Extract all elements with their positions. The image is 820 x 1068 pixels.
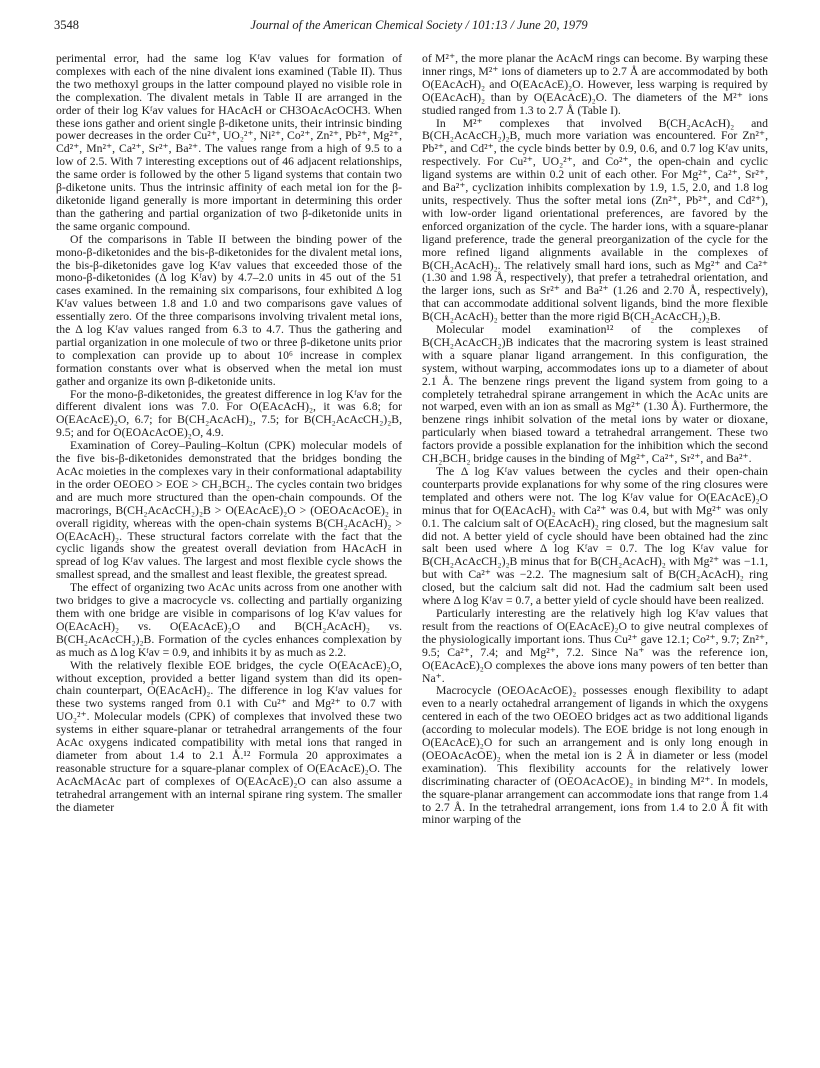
page-number: 3548 (54, 18, 79, 32)
paragraph: The Δ log Kᶠav values between the cycles and their open-chain counterparts provide explanations for why some of the ring closures were templated and others were not. The log Kᶠav value for O(EAcAcE)₂O minus that for O(EAcAcH)₂ with Ca²⁺ was 0.4, but with Mg²⁺ was only 0.1. The calcium salt of O(EAcAcH)₂ ring closed, but the magnesium salt did not. A better yield of cycle should have been obtained had the zinc salt been used where Δ log Kᶠav = 0.7. The log Kᶠav value for B(CH₂AcAcCH₂)₂B minus that for B(CH₂AcAcH)₂ with Mg²⁺ was −1.1, but with Ca²⁺ was −2.2. The magnesium salt of B(CH₂AcAcH)₂ ring closed, but the calcium salt did not. Had the cadmium salt been used where Δ log Kᶠav = 0.7, a better yield of cycle should have been realized. (422, 465, 768, 608)
paragraph: In M²⁺ complexes that involved B(CH₂AcAcH)₂ and B(CH₂AcAcCH₂)₂B, much more variation was encountered. For Zn²⁺, Pb²⁺, and Cd²⁺, the cycle binds better by 0.9, 0.6, and 0.7 log Kᶠav units, respectively. For Cu²⁺, UO₂²⁺, and Co²⁺, the open-chain and cyclic ligand systems are within 0.2 unit of each other. For Mg²⁺, Ca²⁺, Sr²⁺, and Ba²⁺, cyclization inhibits complexation by 1.9, 1.5, 2.0, and 1.8 log units, respectively. Thus the softer metal ions (Zn²⁺, Pb²⁺, and Cd²⁺), with low-order ligand orientational preferences, are favored by the enforced organization of the cycle. The harder ions, with a square-planar ligand preference, trade the general preorganization of the cycle for the more refined ligand alignments available in the complexes of B(CH₂AcAcH)₂. The relatively small hard ions, such as Mg²⁺ and Ca²⁺ (1.30 and 1.98 Å, respectively), that prefer a tetrahedral orientation, and the larger ions, such as Sr²⁺ and Ba²⁺ (1.26 and 2.70 Å, respectively), that can accommodate additional solvent ligands, bind the more flexible B(CH₂AcAcH)₂ better than the more rigid B(CH₂AcAcCH₂)₂B. (422, 116, 768, 324)
paragraph: Of the comparisons in Table II between the binding power of the mono-β-diketonides and the bis-β-diketonides for the divalent metal ions, the bis-β-diketonides gave log Kᶠav values that exceeded those of the mono-β-diketonides (Δ log Kᶠav) by 4.7–2.0 units in 45 out of the 51 cases examined. In the remaining six comparisons, four exhibited Δ log Kᶠav values between 1.8 and 1.0 and two comparisons gave values of essentially zero. Of the three comparisons involving trivalent metal ions, the Δ log Kᶠav values ranged from 6.3 to 4.7. Thus the gathering and partial organization in one molecule of two or three β-diketone units prior to complexation can provide up to about 10⁶ increase in complex formation constants over what is observed when the metal ion must gather and organize its own β-diketonide units. (56, 232, 402, 388)
paragraph: The effect of organizing two AcAc units across from one another with two bridges to give a macrocycle vs. collecting and partially organizing them with one bridge are visible in comparisons of log Kᶠav values for O(EAcAcH)₂ vs. O(EAcAcE)₂O and B(CH₂AcAcH)₂ vs. B(CH₂AcAcCH₂)₂B. Formation of the cycles enhances complexation by as much as Δ log Kᶠav = 0.9, and inhibits it by as much as 2.2. (56, 581, 402, 659)
left-column (56, 53, 402, 814)
paragraph: Particularly interesting are the relatively high log Kᶠav values that result from the reactions of O(EAcAcE)₂O to give neutral complexes of the physiologically important ions. Thus Cu²⁺ gave 12.1; Co²⁺, 9.7; Zn²⁺, 9.5; Ca²⁺, 7.4; and Mg²⁺, 7.2. Since Na⁺ was the reference ion, O(EAcAcE)₂O complexes the above ions many powers of ten better than Na⁺. (422, 606, 768, 685)
page-header (54, 18, 784, 36)
running-head: Journal of the American Chemical Society / 101:13 / June 20, 1979 (250, 18, 588, 32)
paragraph: Macrocycle (OEOAcAcOE)₂ possesses enough flexibility to adapt even to a nearly octahedral arrangement of ligands in which the oxygens centered in each of the two OEOEO bridges act as two additional ligands (according to molecular models). The EOE bridge is not long enough in O(EAcAcE)₂O for such an arrangement and is only long enough in (OEOAcAcOE)₂ when the metal ion is 2 Å in diameter or less (model examination). This flexibility accounts for the relatively lower discriminating character of (OEOAcAcOE)₂ in binding M²⁺. In models, the square-planar arrangement can accommodate ions that range from 1.4 to 2.7 Å. In the tetrahedral arrangement, ions from 1.4 to 2.0 Å fit with minor warping of the (422, 684, 768, 827)
paragraph: perimental error, had the same log Kᶠav values for formation of complexes with each of the nine divalent ions examined (Table II). Thus the two methoxyl groups in the latter compound played no visible role in the complexation. The divalent metals in Table II are arranged in the order of their log Kᶠav values for HAcAcH or CH3OAcAcOCH3. When these ions gather and orient single β-diketone units, their intrinsic binding power decreases in the order Cu²⁺, UO₂²⁺, Ni²⁺, Co²⁺, Zn²⁺, Pb²⁺, Mg²⁺, Cd²⁺, Mn²⁺, Ca²⁺, Sr²⁺, Ba²⁺. The values range from a high of 9.5 to a low of 2.5. With 7 interesting exceptions out of 46 adjacent relationships, the same order is followed by the other 5 ligand systems that contain two β-diketone units. Thus the intrinsic affinity of each metal ion for the β-diketonide ligand generally is more important in determining this order than the gathering and partial organization of two β-diketonide units in the same organic compound. (56, 52, 402, 233)
paragraph: Molecular model examination¹² of the complexes of B(CH₂AcAcCH₂)B indicates that the macroring system is least strained with a square planar ligand arrangement. In this configuration, the system, without warping, accommodates ions up to a diameter of about 2.1 Å. The benzene rings prevent the ligand system from going to a completely tetrahedral spirane arrangement in which the AcAc units are not warped, even with an ion as small as Mg²⁺ (1.30 Å). Furthermore, the benzene rings inhibit solvation of the metal ions by water or dioxane, particularly when biased toward a tetrahedral arrangement. These two factors provide a possible explanation for the inhibition which the second CH₂BCH₂ bridge causes in the binding of Mg²⁺, Ca²⁺, Sr²⁺, and Ba²⁺. (422, 323, 768, 466)
paragraph: For the mono-β-diketonides, the greatest difference in log Kᶠav for the different divalent ions was 7.0. For O(EAcAcH)₂, it was 6.8; for O(EAcAcE)₂O, 6.7; for B(CH₂AcAcH)₂, 7.5; for B(CH₂AcAcCH₂)₂B, 9.5; and for O(EOAcAcOE)₂O, 4.9. (56, 387, 402, 440)
paragraph: Examination of Corey–Pauling–Koltun (CPK) molecular models of the five bis-β-diketonides demonstrated that the bridges bonding the AcAc moieties in the complexes vary in their conformational adaptability in the order OEOEO > EOE > CH₂BCH₂. The cycles contain two bridges and are much more structured than the open-chain compounds. Of the macrorings, B(CH₂AcAcCH₂)₂B > O(EAcAcE)₂O > (OEOAcAcOE)₂ in overall rigidity, whereas with the open-chain systems B(CH₂AcAcH)₂ > O(EAcAcH)₂. These structural factors correlate with the fact that the cyclic ligands show the greatest overall deviation from HAcAcH in spread of log Kᶠav values. The largest and most flexible cycle shows the smallest spread, and the smallest and least flexible, the greatest spread. (56, 439, 402, 582)
paragraph: With the relatively flexible EOE bridges, the cycle O(EAcAcE)₂O, without exception, provided a better ligand system than did its open-chain counterpart, O(EAcAcH)₂. The difference in log Kᶠav values for these two systems ranged from 0.1 with Cu²⁺ and Mg²⁺ to 0.7 with UO₂²⁺. Molecular models (CPK) of complexes that involved these two systems in either square-planar or tetrahedral arrangements of the four AcAc oxygens indicated compatibility with metal ions that ranged in diameter from about 1.4 to 2.1 Å.¹² Formula 20 approximates a reasonable structure for a square-planar complex of O(EAcAcE)₂O. The AcAcMAcAc part of complexes of O(EAcAcE)₂O can also assume a tetrahedral arrangement with an internal spirane ring system. The smaller the diameter (56, 658, 402, 814)
right-column (422, 53, 768, 827)
paragraph: of M²⁺, the more planar the AcAcM rings can become. By warping these inner rings, M²⁺ ions of diameters up to 2.7 Å are accommodated by both O(EAcAcH)₂ and O(EAcAcE)₂O. However, less warping is required by O(EAcAcH)₂ than by O(EAcAcE)₂O. The diameters of the M²⁺ ions studied ranged from 1.3 to 2.7 Å (Table I). (422, 52, 768, 117)
